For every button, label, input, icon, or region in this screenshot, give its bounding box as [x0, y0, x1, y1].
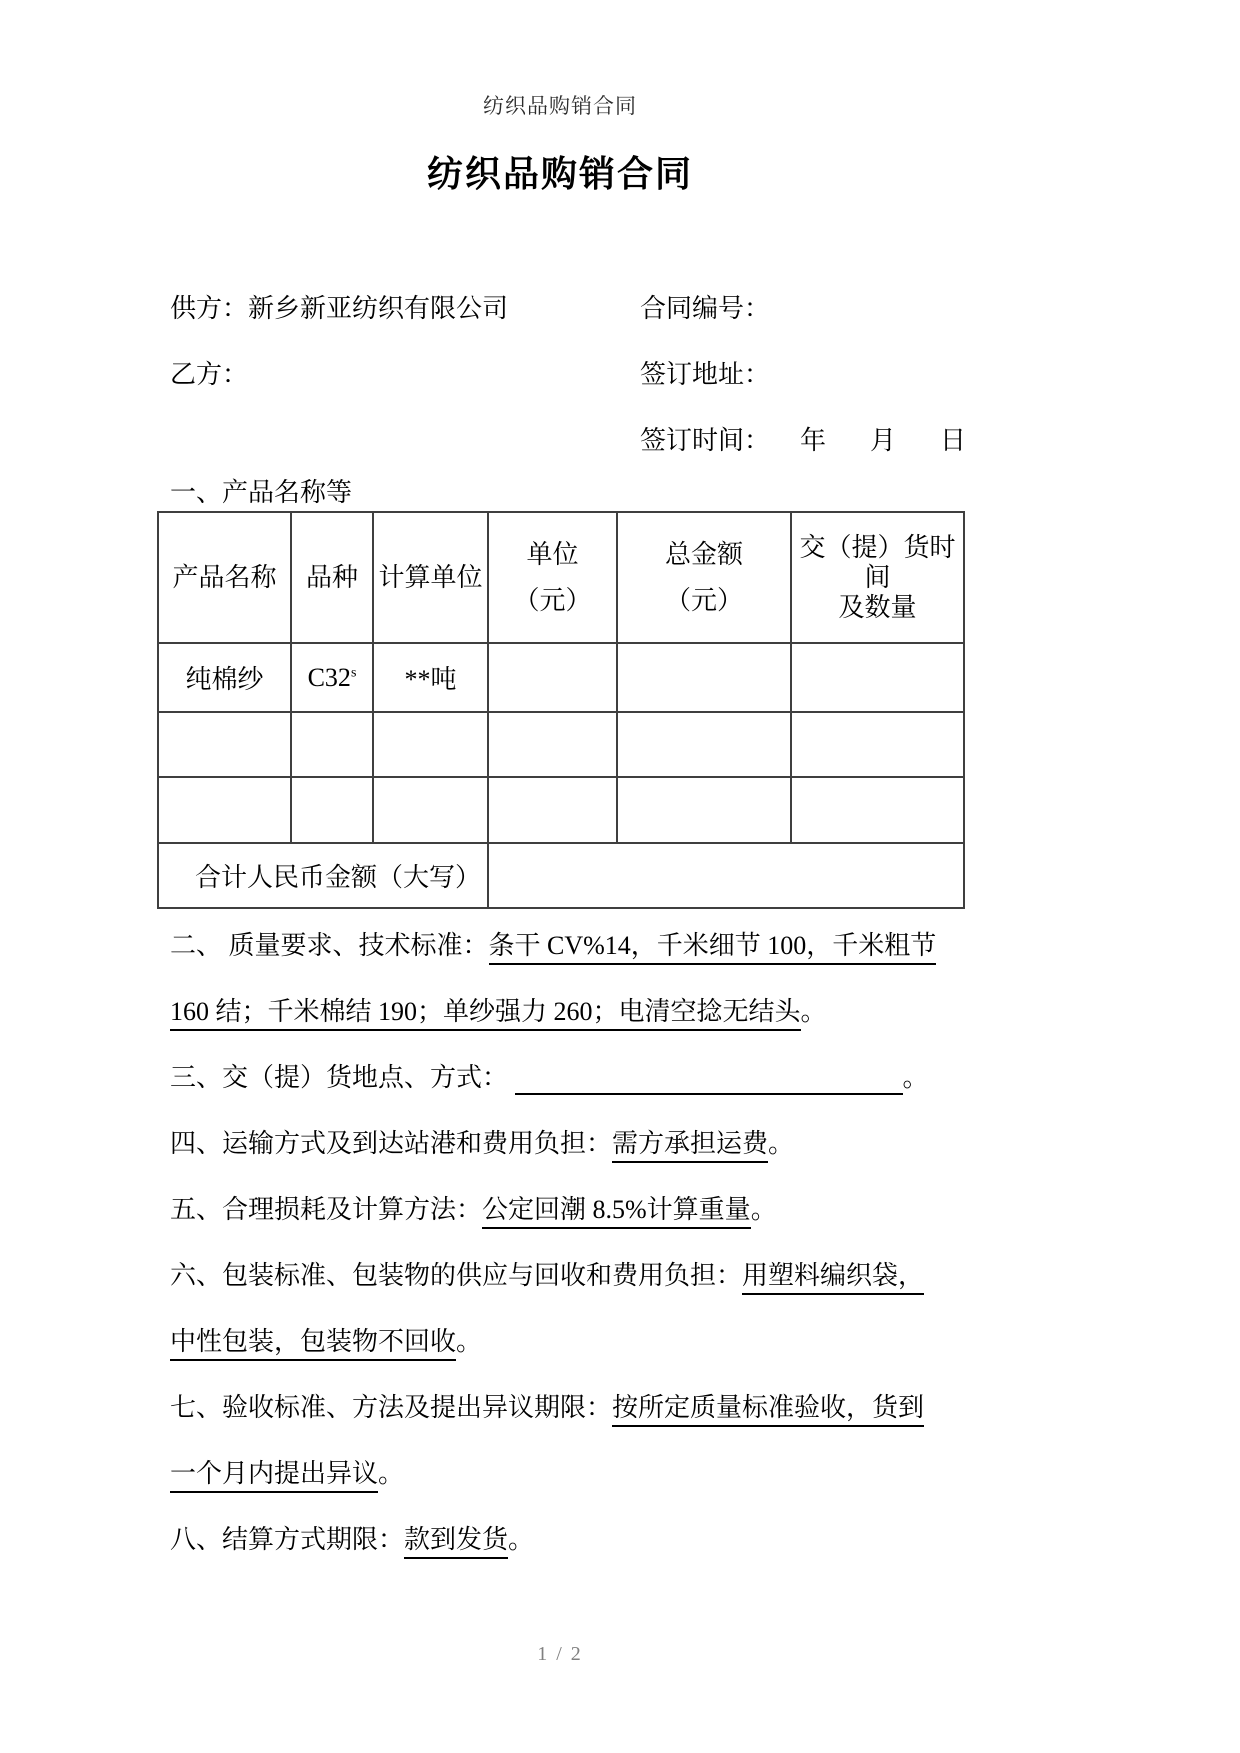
cell-unit-price: [488, 777, 617, 843]
sign-time-group: [640, 425, 966, 457]
variety-base: C32: [307, 662, 351, 692]
clause-text: 。: [456, 1327, 483, 1356]
cell-variety: [291, 643, 373, 712]
clause-underlined-text: 中性包装，包装物不回收: [170, 1327, 456, 1361]
day-label: 日: [940, 426, 967, 455]
document-title: 纺织品购销合同: [426, 153, 693, 194]
month-label: 月: [870, 426, 897, 455]
clause-text: 八、结算方式期限：: [170, 1525, 405, 1554]
header-total-amount: [617, 512, 791, 643]
cell-product-name: [158, 777, 291, 843]
cell-unit-price: [488, 712, 617, 777]
buyer-label: 乙方：: [170, 360, 249, 389]
header-text: （元）: [513, 585, 592, 615]
buyer-line: [157, 359, 963, 425]
cell-calc-unit: [373, 777, 488, 843]
header-text: 品种: [305, 562, 358, 592]
cell-product-name: 纯棉纱: [158, 643, 291, 712]
clause-underlined-text: 用塑料编织袋，: [742, 1261, 924, 1295]
total-row-label: 合计人民币金额（大写）: [158, 843, 488, 908]
supplier-line: [157, 293, 963, 359]
clause-blank-underline: [515, 1064, 903, 1095]
clause-line: [157, 929, 963, 963]
supplier-name: 新乡新亚纺织有限公司: [248, 294, 509, 323]
header-delivery: [791, 512, 964, 643]
table-total-row: [158, 843, 964, 908]
clause-text: 。: [750, 1195, 777, 1224]
header-text: 单位: [526, 539, 579, 569]
products-table: [157, 511, 965, 909]
clause-text: 七、验收标准、方法及提出异议期限：: [170, 1393, 613, 1422]
clause-underlined-text: 一个月内提出异议: [170, 1459, 378, 1493]
clause-line: [157, 1457, 963, 1491]
cell-variety: [291, 712, 373, 777]
section-one-heading: 一、产品名称等: [170, 478, 353, 507]
sign-time-label: 签订时间：: [640, 426, 771, 455]
sign-place-label: 签订地址：: [640, 360, 771, 389]
header-text: 产品名称: [172, 562, 277, 592]
cell-calc-unit: **吨: [373, 643, 488, 712]
cell-total-amount: [617, 712, 791, 777]
clause-underlined-text: 按所定质量标准验收，货到: [612, 1393, 924, 1427]
variety-superscript: s: [350, 664, 357, 680]
contract-meta-block: [157, 293, 967, 491]
cell-unit-price: [488, 643, 617, 712]
clause-text: 四、运输方式及到达站港和费用负担：: [170, 1129, 613, 1158]
clause-line: [157, 1391, 963, 1425]
clause-line: [157, 1325, 963, 1359]
clause-line: [157, 1193, 963, 1227]
table-row: [158, 712, 964, 777]
cell-delivery: [791, 777, 964, 843]
cell-total-amount: [617, 777, 791, 843]
header-text: （元）: [664, 585, 743, 615]
clause-line: [157, 1259, 963, 1293]
clause-text: 。: [902, 1063, 929, 1092]
header-product-name: [158, 512, 291, 643]
clause-text: 三、交（提）货地点、方式：: [170, 1063, 515, 1092]
running-header-title: 纺织品购销合同: [483, 94, 637, 118]
supplier-label: 供方：: [170, 294, 249, 323]
clause-line: [157, 1523, 963, 1557]
clause-text: 五、合理损耗及计算方法：: [170, 1195, 483, 1224]
header-unit-price: [488, 512, 617, 643]
header-text: 计算单位: [378, 562, 483, 592]
contract-no-label: 合同编号：: [640, 294, 771, 323]
header-text: 交（提）货时间: [799, 532, 956, 592]
cell-total-amount: [617, 643, 791, 712]
cell-variety: [291, 777, 373, 843]
clause-text: 。: [378, 1459, 405, 1488]
cell-calc-unit: [373, 712, 488, 777]
clause-underlined-text: 款到发货: [404, 1525, 508, 1559]
clause-text: 。: [768, 1129, 795, 1158]
header-calc-unit: [373, 512, 488, 643]
header-text: 及数量: [838, 592, 917, 622]
clause-underlined-text: 公定回潮 8.5%计算重量: [482, 1195, 751, 1229]
clause-underlined-text: 需方承担运费: [612, 1129, 768, 1163]
table-header-row: [158, 512, 964, 643]
clause-text: 二、 质量要求、技术标准：: [170, 931, 489, 960]
clause-text: 。: [508, 1525, 535, 1554]
year-label: 年: [800, 426, 827, 455]
header-text: 总金额: [664, 539, 743, 569]
clause-line: [157, 1061, 963, 1095]
table-row: [158, 643, 964, 712]
cell-product-name: [158, 712, 291, 777]
clause-text: 。: [800, 997, 827, 1026]
clauses: [157, 929, 963, 1589]
header-variety: [291, 512, 373, 643]
clause-line: [157, 1127, 963, 1161]
page-number: 1 / 2: [537, 1643, 583, 1665]
cell-delivery: [791, 643, 964, 712]
cell-delivery: [791, 712, 964, 777]
total-row-value: [488, 843, 964, 908]
clause-text: 六、包装标准、包装物的供应与回收和费用负担：: [170, 1261, 743, 1290]
clause-line: [157, 995, 963, 1029]
clause-underlined-text: 160 结；千米棉结 190；单纱强力 260；电清空捻无结头: [170, 997, 801, 1031]
table-row: [158, 777, 964, 843]
clause-underlined-text: 条干 CV%14，千米细节 100，千米粗节: [489, 931, 937, 965]
